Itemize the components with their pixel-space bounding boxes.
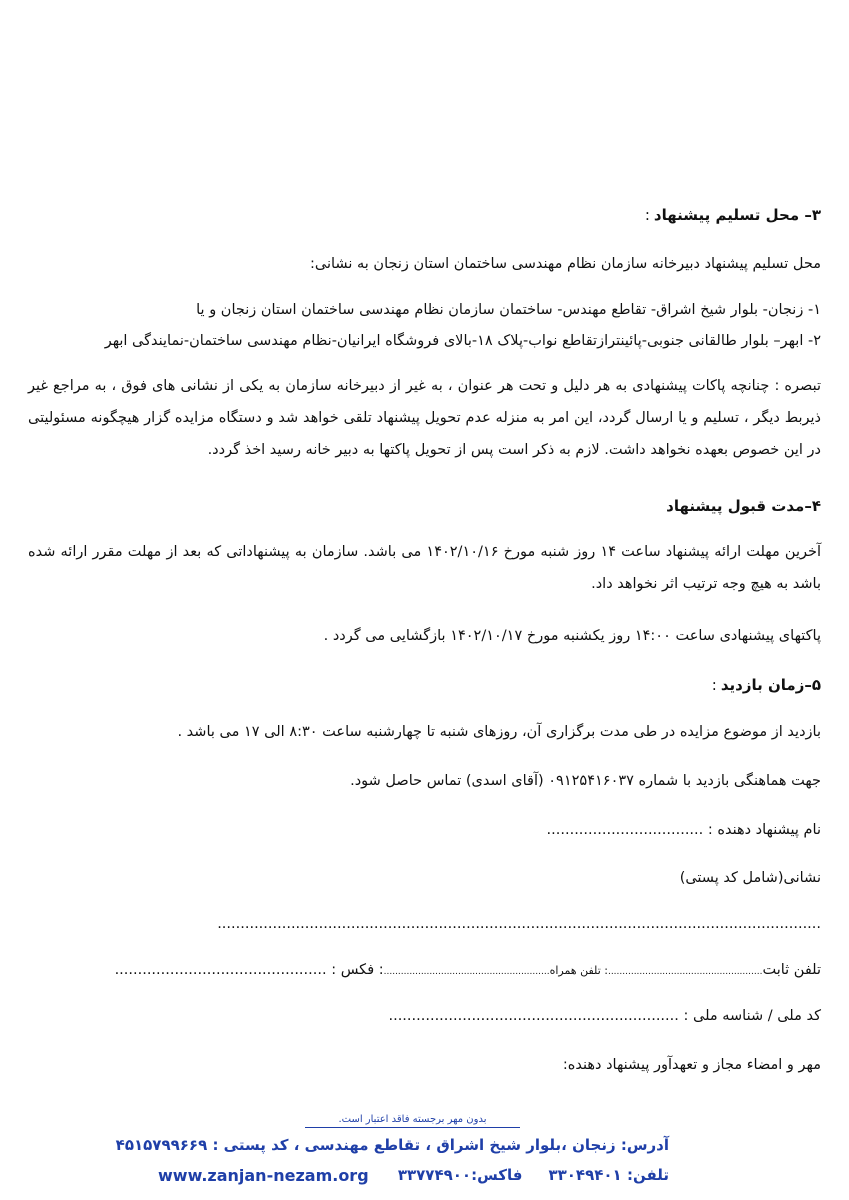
phone-field[interactable]: ...................................................... bbox=[607, 967, 763, 977]
footer-contact bbox=[398, 1166, 669, 1184]
section-3-colon: : bbox=[644, 206, 650, 224]
fax-label: : فکس : bbox=[331, 962, 384, 978]
section-4-opening: پاکتهای پیشنهادی ساعت ۱۴:۰۰ روز یکشنبه مورخ ۱۴۰۲/۱۰/۱۷ بازگشایی می گردد . bbox=[323, 628, 821, 644]
bidder-name-row bbox=[28, 820, 821, 840]
section-3-intro: محل تسلیم پیشنهاد دبیرخانه سازمان نظام مهندسی ساختمان استان زنجان به نشانی: bbox=[310, 256, 821, 272]
address-item-2: ۲- ابهر– بلوار طالقانی جنوبی-پائینترازتقاطع نواب-پلاک ۱۸-بالای فروشگاه ایرانیان-نظام مهندسی ساختمان-نمایندگی ابهر bbox=[104, 333, 821, 349]
address-field[interactable]: ................................................................................................................................... bbox=[217, 916, 821, 932]
footer-address: آدرس: زنجان ،بلوار شیخ اشراق ، تقاطع مهندسی ، کد پستی : ۴۵۱۵۷۹۹۶۶۹ bbox=[115, 1136, 669, 1154]
address-label: نشانی(شامل کد پستی) bbox=[679, 870, 821, 886]
section-3-title: ۳– محل تسلیم پیشنهاد bbox=[653, 206, 821, 224]
mobile-field[interactable]: .......................................................... bbox=[383, 967, 550, 977]
section-3-note: تبصره : چنانچه پاکات پیشنهادی به هر دلیل و تحت هر عنوان ، به غیر از دبیرخانه سازمان به یکی از نشانی های فوق ، به مراجع غیر ذیربط دیگر ، تسلیم و یا ارسال گردد، این امر به منزله عدم تحویل پیشنهاد تلقی خواهد شد و دستگاه مزایده گزار هیچگونه مسئولیتی در این خصوص بعهده نخواهد داشت. لازم به ذکر است پس از تحویل پاکتها به دبیر خانه رسید اخذ گردد. bbox=[28, 378, 821, 458]
section-5-contact: جهت هماهنگی بازدید با شماره ۰۹۱۲۵۴۱۶۰۳۷ (آقای اسدی) تماس حاصل شود. bbox=[350, 773, 821, 789]
footer-fax: فاکس:۳۳۷۷۴۹۰۰ bbox=[397, 1166, 523, 1184]
footer-phone: تلفن: ۳۳۰۴۹۴۰۱ bbox=[548, 1166, 669, 1184]
bidder-name-label: نام پیشنهاد دهنده : bbox=[707, 822, 821, 838]
section-4-title: ۴–مدت قبول پیشنهاد bbox=[666, 497, 821, 515]
footer-website-link[interactable]: www.zanjan-nezam.org bbox=[158, 1166, 369, 1185]
footer-validity-note: بدون مهر برجسته فاقد اعتبار است. bbox=[305, 1114, 520, 1128]
national-id-field[interactable]: ............................................................... bbox=[388, 1008, 679, 1024]
mobile-label: : تلفن همراه bbox=[549, 964, 608, 977]
national-id-label: کد ملی / شناسه ملی : bbox=[683, 1008, 821, 1024]
national-id-row bbox=[28, 1006, 821, 1026]
section-5-colon: : bbox=[711, 676, 717, 694]
section-5-heading bbox=[28, 675, 821, 695]
signature-label: مهر و امضاء مجاز و تعهدآور پیشنهاد دهنده: bbox=[562, 1057, 821, 1073]
address-item-1: ۱- زنجان- بلوار شیخ اشراق- تقاطع مهندس- ساختمان سازمان نظام مهندسی ساختمان استان زنجان و یا bbox=[196, 302, 821, 318]
fax-field[interactable]: .............................................. bbox=[114, 962, 327, 978]
bidder-name-field[interactable]: .................................. bbox=[546, 822, 704, 838]
section-5-visit-time: بازدید از موضوع مزایده در طی مدت برگزاری آن، روزهای شنبه تا چهارشنبه ساعت ۸:۳۰ الی ۱۷ می باشد . bbox=[177, 724, 821, 740]
section-3-heading bbox=[28, 205, 821, 225]
phone-label: تلفن ثابت bbox=[762, 962, 821, 978]
phone-row bbox=[28, 960, 821, 982]
section-4-deadline: آخرین مهلت ارائه پیشنهاد ساعت ۱۴ روز شنبه مورخ ۱۴۰۲/۱۰/۱۶ می باشد. سازمان به پیشنهاداتی که بعد از مهلت مقرر ارائه شده باشد به هیچ وجه ترتیب اثر نخواهد داد. bbox=[28, 544, 821, 592]
section-5-title: ۵–زمان بازدید bbox=[720, 676, 821, 694]
